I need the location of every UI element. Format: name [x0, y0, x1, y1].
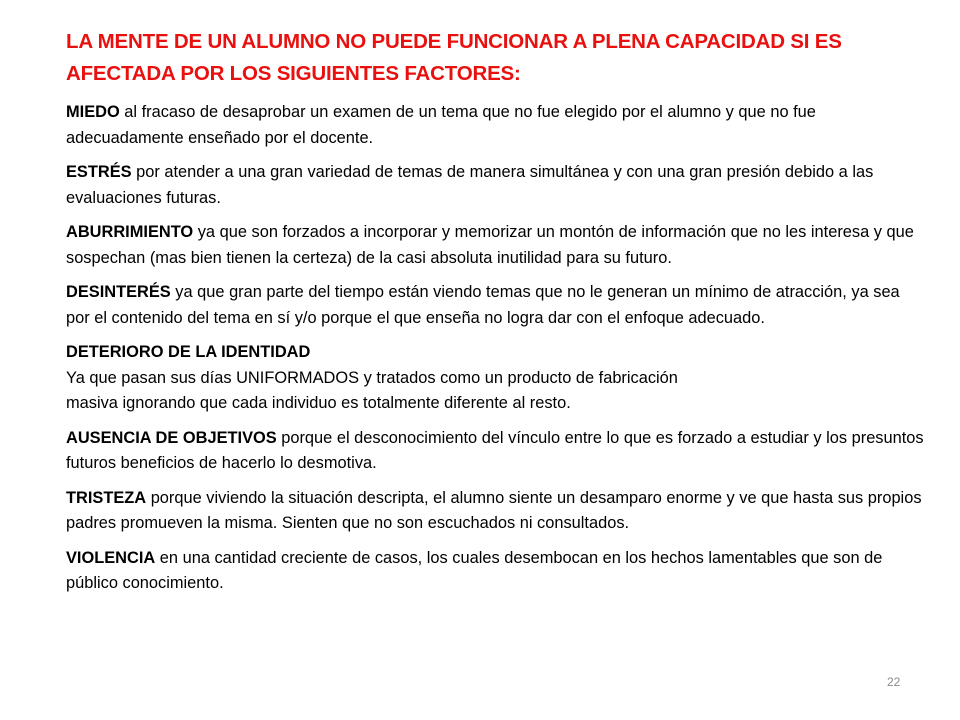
factor-text: porque el desconocimiento del vínculo entre lo que es forzado a estudiar y los presuntos futuros beneficios de hacerlo lo desmotiva. [66, 428, 924, 472]
factor-deterioro-identidad [66, 340, 926, 417]
factor-text: ya que son forzados a incorporar y memorizar un montón de información que no les interesa y que sospechan (mas bien tienen la certeza) de la casi absoluta inutilidad para su futuro. [66, 223, 914, 267]
factor-tristeza [66, 486, 926, 537]
factor-text-line-2: Ya que pasan sus días UNIFORMADOS y tratados como un producto de fabricación [66, 368, 678, 387]
page-number: 22 [887, 675, 901, 689]
factor-estres [66, 160, 926, 211]
factor-text: en una cantidad creciente de casos, los cuales desembocan en los hechos lamentables que son de público conocimiento. [66, 548, 883, 592]
factor-term: ABURRIMIENTO [66, 223, 194, 241]
factor-term: MIEDO [66, 103, 120, 121]
factor-desinteres [66, 280, 926, 331]
factor-term: TRISTEZA [66, 488, 147, 507]
factor-violencia [66, 546, 926, 597]
factor-text: ya que gran parte del tiempo están viendo temas que no le generan un mínimo de atracción, ya sea por el contenido del tema en sí y/o porque el que enseña no logra dar con el enfoque adecuado. [66, 283, 900, 327]
factor-term: DETERIORO DE LA IDENTIDAD [66, 343, 311, 361]
factor-miedo [66, 100, 926, 151]
factor-text: por atender a una gran variedad de temas de manera simultánea y con una gran presión debido a las evaluaciones futuras. [66, 163, 874, 207]
factor-term: ESTRÉS [66, 163, 132, 181]
factor-aburrimiento [66, 220, 926, 271]
factor-ausencia-objetivos [66, 426, 926, 477]
factor-text: porque viviendo la situación descripta, el alumno siente un desamparo enorme y ve que hasta sus propios padres promueven la misma. Sienten que no son escuchados ni consultados. [66, 488, 922, 532]
factor-text-line-3: masiva ignorando que cada individuo es totalmente diferente al resto. [66, 394, 571, 412]
slide-title: LA MENTE DE UN ALUMNO NO PUEDE FUNCIONAR A PLENA CAPACIDAD SI ES AFECTADA POR LOS SIGUIENTES FACTORES: [66, 30, 842, 85]
factor-term: VIOLENCIA [66, 548, 156, 567]
slide-content [66, 26, 926, 606]
factor-term: AUSENCIA DE OBJETIVOS [66, 428, 277, 447]
factor-term: DESINTERÉS [66, 283, 171, 301]
factor-text: al fracaso de desaprobar un examen de un tema que no fue elegido por el alumno y que no fue adecuadamente enseñado por el docente. [66, 103, 816, 147]
